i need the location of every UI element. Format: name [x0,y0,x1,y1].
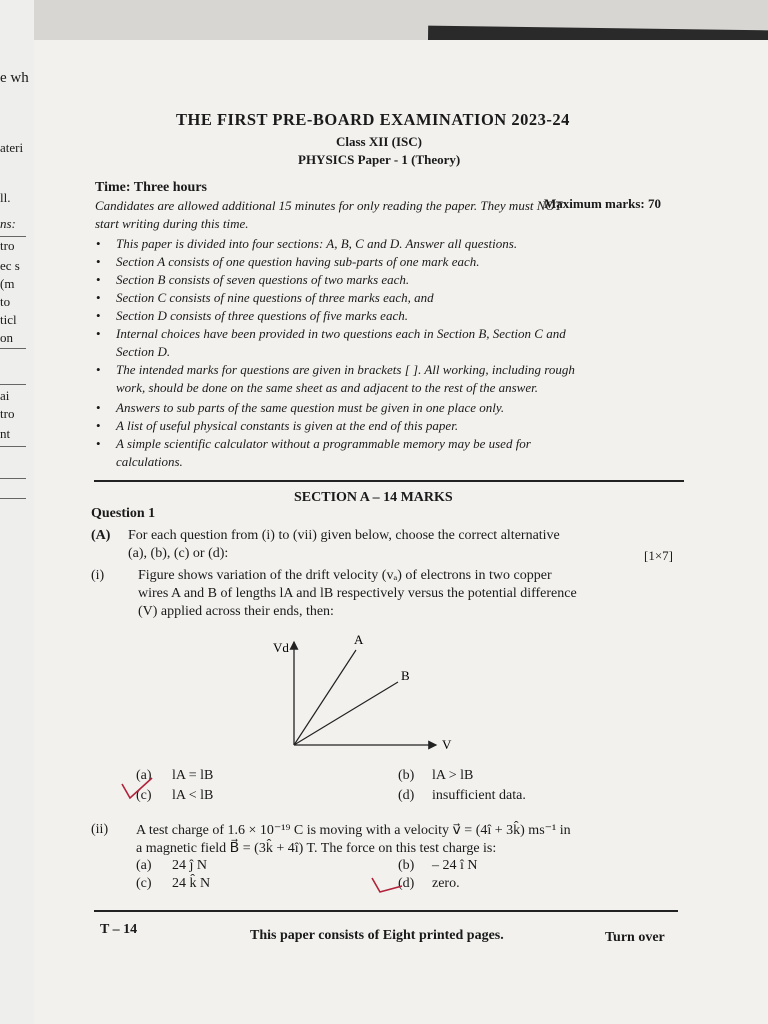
instruction-item-cont: calculations. [116,454,183,469]
instruction-item: • This paper is divided into four sections: A, B, C and D. Answer all questions. [116,236,517,252]
tick-mark [368,872,408,898]
turn-over-label: Turn over [605,930,665,945]
y-axis-label: Vd [273,640,289,655]
page-code: T – 14 [100,922,138,937]
instruction-intro: start writing during this time. [95,216,249,231]
section-heading: SECTION A – 14 MARKS [294,490,453,505]
left-fragment: ll. [0,190,11,205]
option-text: lA < lB [172,788,214,803]
divider [0,236,26,237]
left-fragment: on [0,330,13,345]
left-fragment: ateri [0,140,24,155]
left-fragment: ec s [0,258,20,273]
left-fragment: e wh [0,70,29,86]
instruction-item: • Section C consists of nine questions of three marks each, and [116,290,434,306]
option-label: (d) [398,788,415,803]
option-text: – 24 î N [432,858,478,873]
line-a-label: A [354,632,364,647]
option-label: (b) [398,768,415,783]
option-text: 24 k̂ N [172,876,211,891]
left-fragment: ns: [0,216,16,231]
adjacent-page-edge [0,0,34,1024]
marks-label: [1×7] [644,548,673,563]
left-fragment: ai [0,388,10,403]
left-fragment: tro [0,238,15,253]
time-label: Time: Three hours [95,180,208,195]
paper-label: PHYSICS Paper - 1 (Theory) [298,152,461,167]
line-b [294,682,398,745]
divider [0,498,26,499]
divider [94,910,678,912]
question-text: A test charge of 1.6 × 10⁻¹⁹ C is moving with a velocity v⃗ = (4î + 3k̂) ms⁻¹ in [136,823,571,838]
question-text: a magnetic field B⃗ = (3k̂ + 4î) T. The force on this test charge is: [136,841,497,856]
class-label: Class XII (ISC) [336,134,422,149]
left-fragment: to [0,294,11,309]
question-heading: Question 1 [91,506,156,521]
divider [0,478,26,479]
option-text: insufficient data. [432,788,526,803]
question-text: (a), (b), (c) or (d): [128,546,229,561]
left-fragment: tro [0,406,15,421]
drift-velocity-graph [262,630,462,760]
option-text: lA > lB [432,768,474,783]
instruction-item: • Internal choices have been provided in two questions each in Section B, Section C and [116,326,566,342]
part-label: (A) [91,528,111,543]
instruction-item: • The intended marks for questions are given in brackets [ ]. All working, including rough [116,362,575,378]
question-text: wires A and B of lengths lA and lB respectively versus the potential difference [138,586,577,601]
x-axis-label: V [442,737,452,752]
divider [0,348,26,349]
left-fragment: ticl [0,312,17,327]
max-marks-label: Maximum marks: 70 [544,196,661,211]
divider [0,384,26,385]
exam-title: THE FIRST PRE-BOARD EXAMINATION 2023-24 [176,110,570,129]
tick-mark [118,776,168,806]
line-a [294,650,356,745]
line-b-label: B [401,668,410,683]
divider [0,446,26,447]
option-label: (c) [136,876,152,891]
option-label: (d) [398,876,415,891]
left-fragment: nt [0,426,11,441]
instruction-item-cont: Section D. [116,344,171,359]
left-fragment: (m [0,276,15,291]
option-text: lA = lB [172,768,214,783]
option-text: 24 ĵ N [172,858,207,873]
option-text: zero. [432,876,460,891]
question-text: Figure shows variation of the drift velocity (vₐ) of electrons in two copper [138,568,552,583]
instruction-item: • A simple scientific calculator without a programmable memory may be used for [116,436,531,452]
option-label: (b) [398,858,415,873]
instruction-item: • A list of useful physical constants is given at the end of this paper. [116,418,458,434]
page-count-note: This paper consists of Eight printed pages. [250,928,504,943]
option-label: (c) [136,788,152,803]
option-label: (a) [136,858,152,873]
question-text: For each question from (i) to (vii) given below, choose the correct alternative [128,528,560,543]
instruction-item: • Answers to sub parts of the same question must be given in one place only. [116,400,504,416]
question-text: (V) applied across their ends, then: [138,604,334,619]
instruction-item-cont: work, should be done on the same sheet as and adjacent to the rest of the answer. [116,380,538,395]
option-label: (a) [136,768,152,783]
instruction-item: • Section A consists of one question having sub-parts of one mark each. [116,254,479,270]
subq-label: (i) [91,568,105,583]
instruction-item: • Section D consists of three questions of five marks each. [116,308,408,324]
instruction-item: • Section B consists of seven questions of two marks each. [116,272,409,288]
divider [94,480,684,482]
instruction-intro: Candidates are allowed additional 15 minutes for only reading the paper. They must NOT [95,198,563,213]
subq-label: (ii) [91,822,109,837]
